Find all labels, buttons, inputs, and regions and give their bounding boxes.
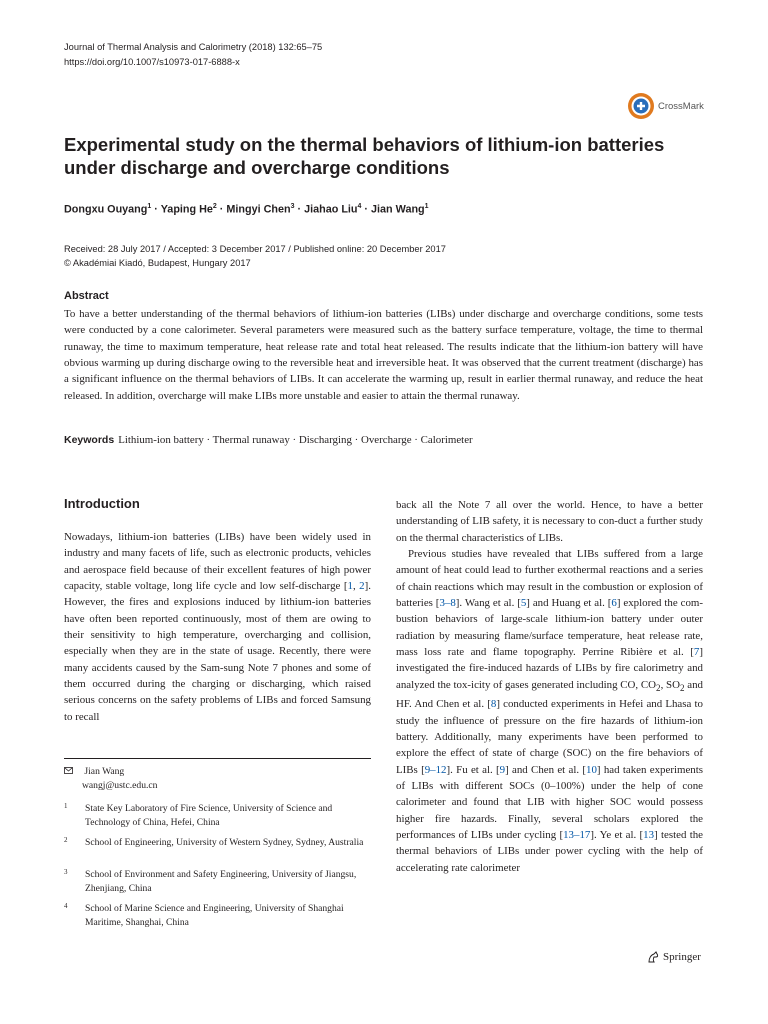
springer-horse-icon: [646, 950, 660, 964]
citation-link[interactable]: 8: [490, 698, 497, 711]
citation-link[interactable]: 13: [643, 829, 655, 842]
keyword: Overcharge: [360, 434, 412, 446]
copyright-line: © Akadémiai Kiadó, Budapest, Hungary 2017: [64, 258, 251, 268]
citation-link[interactable]: 9–12: [424, 763, 447, 776]
author-separator: ·: [151, 203, 161, 216]
left-column-body: [64, 529, 371, 725]
publication-dates: [64, 242, 446, 270]
intro-paragraph: Nowadays, lithium-ion batteries (LIBs) have been widely used in industry and many facets of life, such as electronic products, vehicles and aerospace field because of their excellent features of high power capacity, stable voltage, long life cycle and low self-discharge [1, 2]. However, the fires and explosions induced by lithium-ion batteries have often been reported continuously, most of them are owing to their sensitivity to high temperature, overcharging and collision, especially when they are in the state of usage. Recently, there were many accidents caused by the Sam-sung Note 7 phones and some of them occurred during the charging or discharging, which raised serious concerns on the safety problems of LIBs and forced Samsung to recall: [64, 531, 371, 723]
author-affiliation-mark: 1: [147, 203, 152, 210]
keyword: Thermal runaway: [212, 434, 290, 446]
citation-link[interactable]: 2: [359, 580, 365, 593]
introduction-heading: Introduction: [64, 496, 140, 511]
keyword-separator: ·: [289, 434, 299, 446]
journal-header: [64, 40, 322, 70]
citation-link[interactable]: 9: [499, 763, 506, 776]
right-column-body: [396, 497, 703, 876]
keywords-line: [64, 434, 473, 446]
keyword: Calorimeter: [420, 434, 473, 446]
doi-link[interactable]: https://doi.org/10.1007/s10973-017-6888-x: [64, 57, 240, 67]
citation-link[interactable]: 10: [586, 763, 597, 776]
citation-link[interactable]: 6: [611, 597, 617, 610]
crossmark-badge[interactable]: [627, 92, 704, 120]
keyword-separator: ·: [351, 434, 361, 446]
corresponding-author: Jian Wang: [84, 766, 125, 777]
affiliation: 1 State Key Laboratory of Fire Science, University of Science and Technology of China, Hefei, China: [64, 802, 333, 828]
author-separator: ·: [361, 203, 372, 216]
journal-citation: Journal of Thermal Analysis and Calorimetry (2018) 132:65–75: [64, 42, 323, 52]
author-affiliation-mark: 3: [290, 203, 295, 210]
publisher-name: Springer: [663, 951, 701, 963]
citation-link[interactable]: 5: [520, 597, 527, 610]
envelope-icon: [64, 765, 74, 779]
affiliation: 4 School of Marine Science and Engineering, University of Shanghai Maritime, Shanghai, China: [64, 902, 344, 928]
publisher-logo: [646, 950, 701, 964]
author: Jian Wang: [371, 203, 425, 216]
correspondence-block: [64, 765, 157, 793]
author: Mingyi Chen: [226, 203, 291, 216]
corresponding-email[interactable]: wangj@ustc.edu.cn: [82, 780, 158, 791]
author: Dongxu Ouyang: [64, 203, 148, 216]
history-dates: Received: 28 July 2017 / Accepted: 3 December 2017 / Published online: 20 December 2017: [64, 244, 446, 254]
abstract-text: To have a better understanding of the thermal behaviors of lithium-ion batteries (LIBs) under discharge and overcharge conditions, some tests were conducted by a cone calorimeter. Several parameters were measured such as the battery surface temperature, voltage, the time to thermal runaway, the time to maximum temperature, heat release rate and total heat released. The results indicate that the lithium-ion battery will have obvious warming up during discharge owing to the reversible heat and irreversible heat. It was observed that the current treatment (discharge) has a significant influence on the thermal behaviors of LIBs. It can accelerate the warming up, result in earlier thermal runaway, and reduce the heat released. In addition, overcharge will make LIBs more unstable and easier to attain the thermal runaway.: [64, 308, 703, 402]
author-separator: ·: [216, 203, 227, 216]
author-affiliation-mark: 1: [424, 203, 429, 210]
author: Yaping He: [160, 203, 213, 216]
author: Jiahao Liu: [304, 203, 358, 216]
citation-link[interactable]: 3–8: [439, 597, 456, 610]
crossmark-label: CrossMark: [658, 100, 704, 112]
keyword: Lithium-ion battery: [118, 434, 204, 446]
author-separator: ·: [294, 203, 305, 216]
author-affiliation-mark: 4: [357, 203, 362, 210]
keywords-label: Keywords: [64, 434, 115, 446]
author-affiliation-mark: 2: [212, 203, 217, 210]
author-list: [64, 203, 429, 216]
citation-link[interactable]: 1: [347, 580, 353, 593]
keyword: Discharging: [298, 434, 352, 446]
intro-paragraph: back all the Note 7 all over the world. Hence, to have a better understanding of LIB safety, it is necessary to con-duct a further study on the thermal characteristics of LIBs.: [396, 499, 703, 544]
crossmark-icon: [627, 92, 655, 120]
intro-paragraph: Previous studies have revealed that LIBs suffered from a large amount of heat could lead to further exothermal reactions and a series of chain reactions which may result in the combustion or explosion of batteries [3–8]. Wang et al. [5] and Huang et al. [6] explored the com-bustion behaviors of large-scale lithium-ion battery under outer radiation by measuring flame/surface temperature, heat release rate, mass loss rate and flame topography. Perrine Ribière et al. [7] investigated the fire-induced hazards of LIBs by fire calorimetry and analyzed the tox-icity of gases generated including CO, $CO_2$, $SO_2$ and HF. And Chen et al. [8] conducted experiments in Hefei and Lhasa to study the influence of pressure on the fire hazards of lithium-ion battery. Additionally, many experiments have been performed to explore the effect of state of charge (SOC) on the fire behaviors of LIBs [9–12]. Fu et al. [9] and Chen et al. [10] had taken experiments of LIBs with different SOCs (0–100%) under the help of cone calorimeter and found that LIB with higher SOC would possess higher fire hazards. Finally, several scholars explored the performances of LIBs under cycling [13–17]. Ye et al. [13] tested the thermal behaviors of LIBs under power cycling with the help of accelerating rate calorimeter: [396, 548, 704, 874]
footnote-divider: [64, 758, 371, 759]
citation-link[interactable]: 7: [693, 646, 700, 659]
paper-title: Experimental study on the thermal behaviors of lithium-ion batteries under discharge and overcharge conditions: [64, 134, 665, 178]
keyword-separator: ·: [411, 434, 421, 446]
abstract-heading: Abstract: [64, 290, 109, 302]
citation-link[interactable]: 13–17: [563, 829, 591, 842]
keyword-separator: ·: [203, 434, 213, 446]
affiliation: 2 School of Engineering, University of Western Sydney, Sydney, Australia: [64, 836, 364, 848]
affiliation: 3 School of Environment and Safety Engineering, University of Jiangsu, Zhenjiang, China: [64, 868, 357, 894]
